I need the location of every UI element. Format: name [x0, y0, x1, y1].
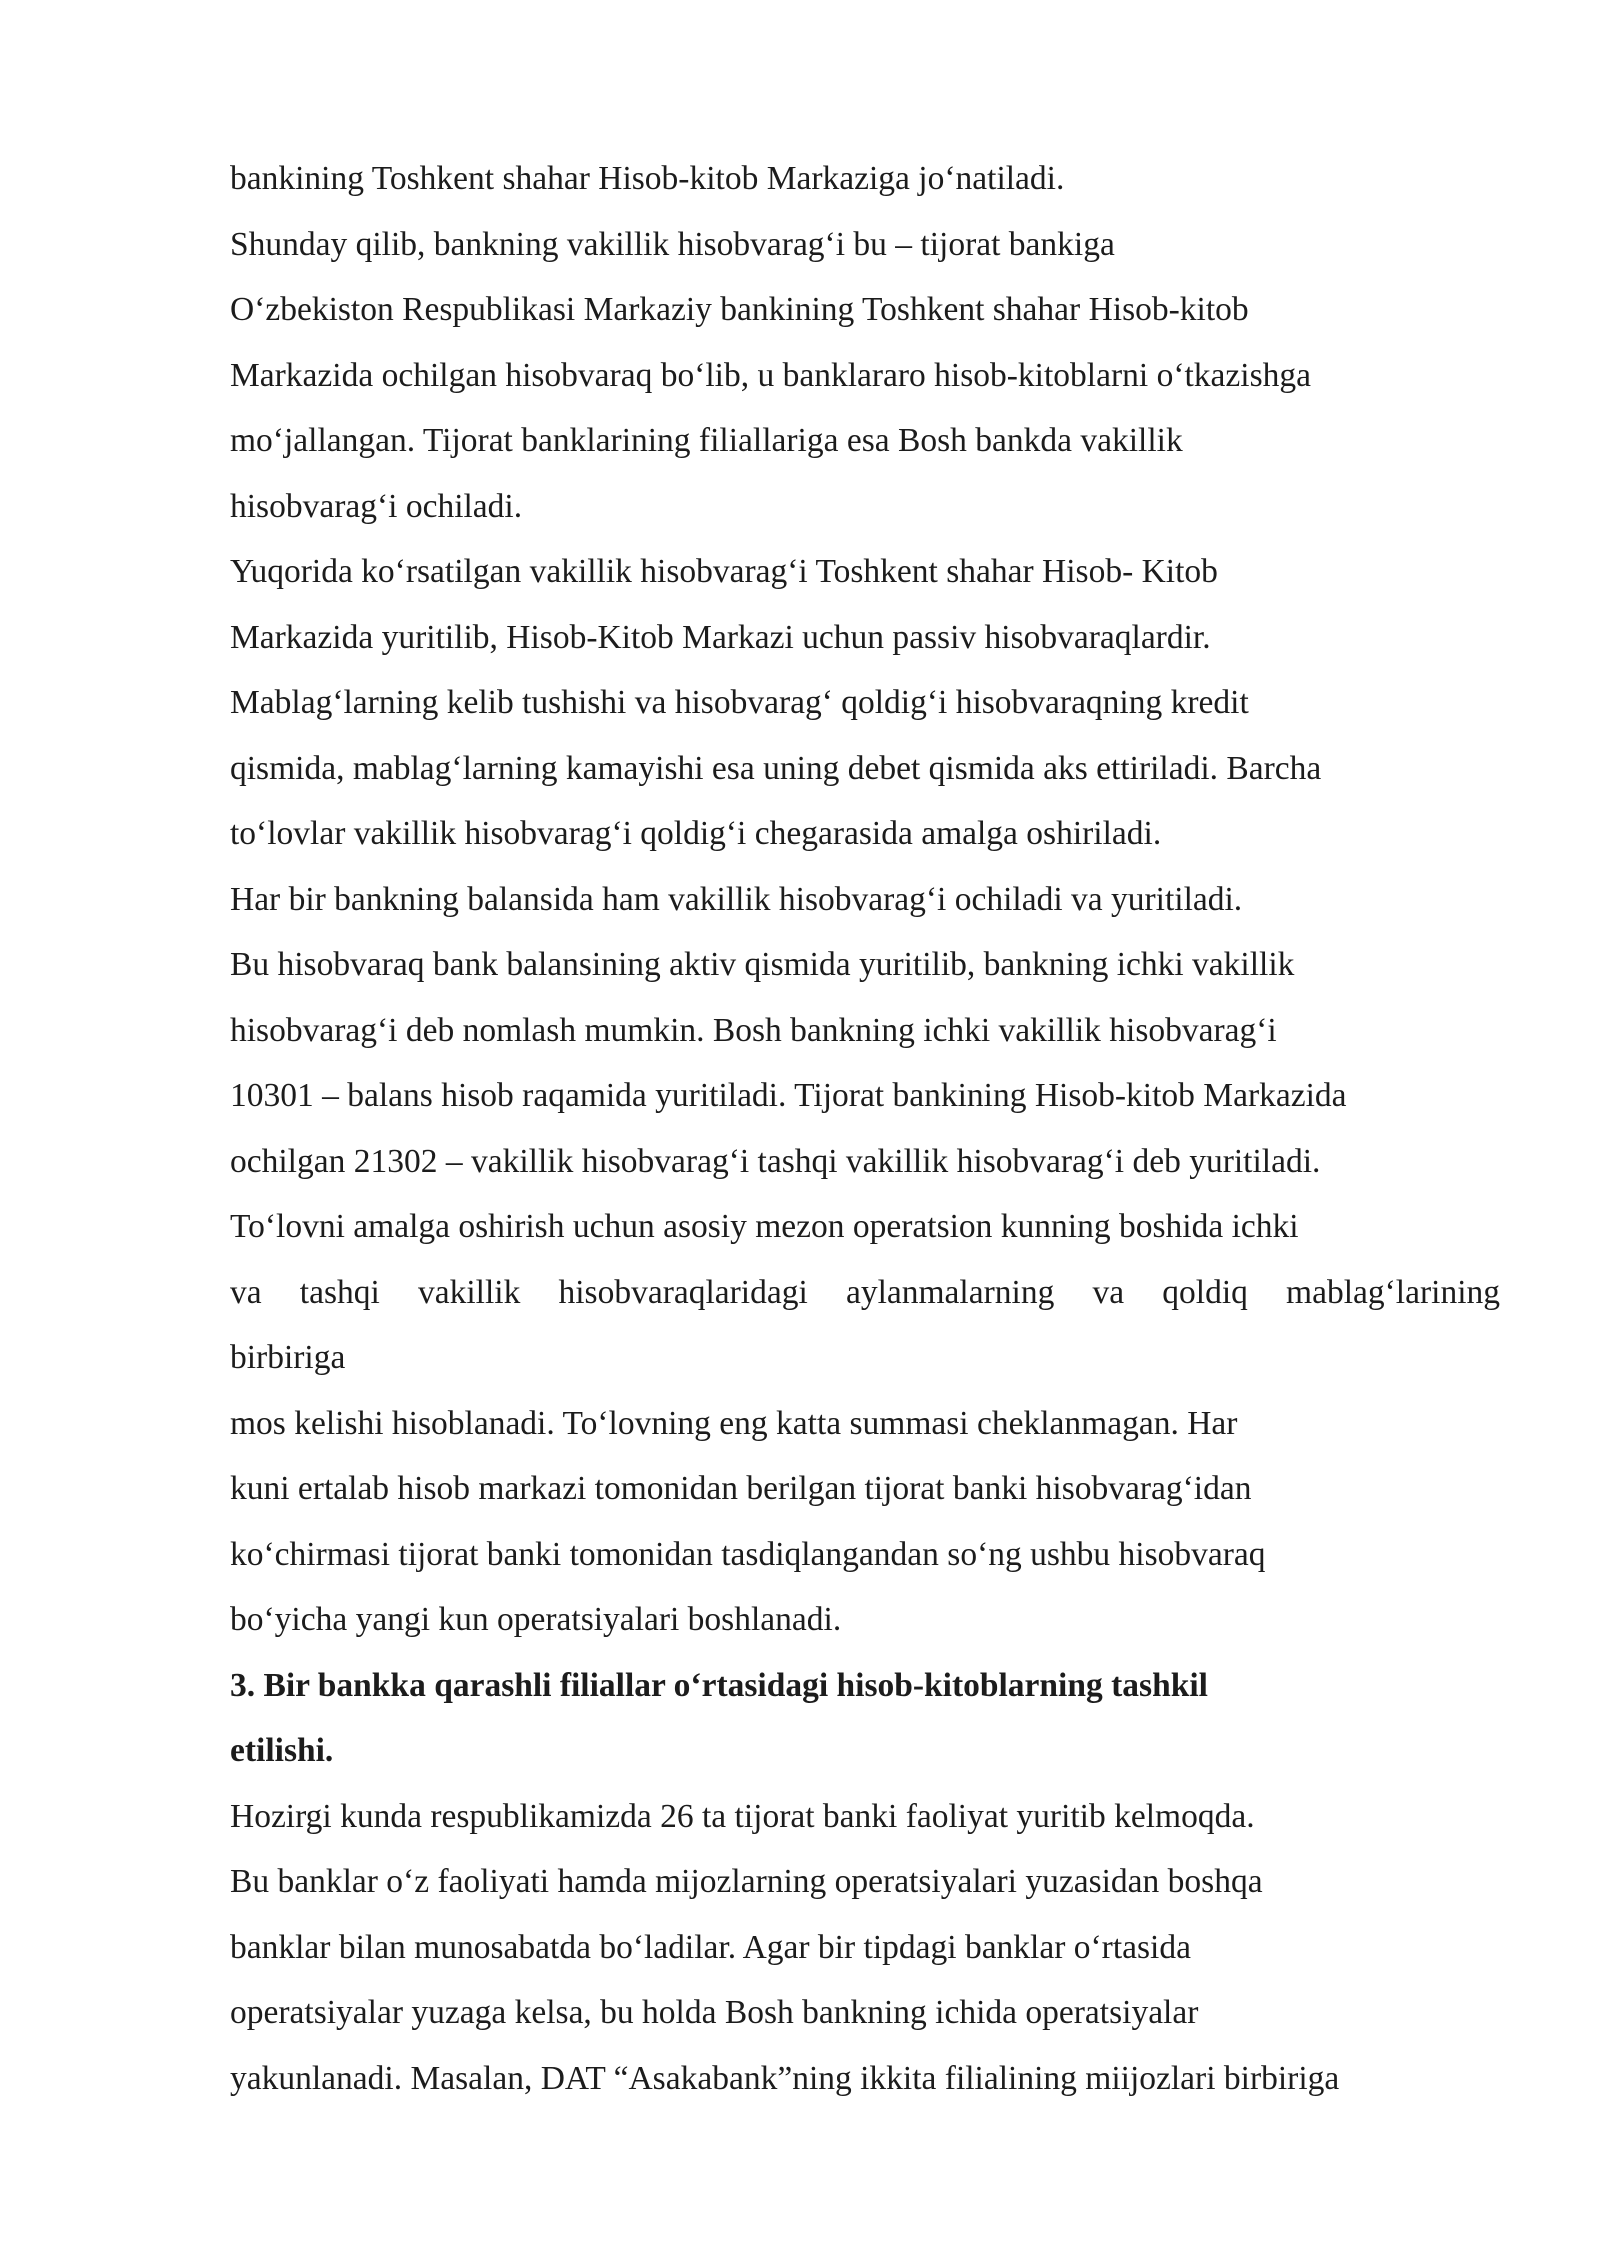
- section-heading: 3. Bir bankka qarashli filiallar o‘rtasidagi hisob-kitoblarning tashkil: [230, 1666, 1208, 1704]
- text-line: banklar bilan munosabatda bo‘ladilar. Agar bir tipdagi banklar o‘rtasida: [230, 1928, 1191, 1966]
- text-line: yakunlanadi. Masalan, DAT “Asakabank”ning ikkita filialining miijozlari birbiriga: [230, 2059, 1340, 2097]
- text-line: to‘lovlar vakillik hisobvarag‘i qoldig‘i chegarasida amalga oshiriladi.: [230, 815, 1162, 852]
- text-line: Bu banklar o‘z faoliyati hamda mijozlarning operatsiyalari yuzasidan boshqa: [230, 1863, 1263, 1900]
- text-line: ochilgan 21302 – vakillik hisobvarag‘i tashqi vakillik hisobvarag‘i deb yuritiladi.: [230, 1142, 1321, 1180]
- text-line: mo‘jallangan. Tijorat banklarining filiallariga esa Bosh bankda vakillik: [230, 422, 1183, 459]
- text-line: mos kelishi hisoblanadi. To‘lovning eng katta summasi cheklanmagan. Har: [230, 1404, 1238, 1442]
- text-line: To‘lovni amalga oshirish uchun asosiy mezon operatsion kunning boshida ichki: [230, 1208, 1299, 1245]
- text-line: operatsiyalar yuzaga kelsa, bu holda Bosh bankning ichida operatsiyalar: [230, 1994, 1199, 2031]
- text-line: ko‘chirmasi tijorat banki tomonidan tasdiqlangandan so‘ng ushbu hisobvaraq: [230, 1535, 1266, 1573]
- text-line: Hozirgi kunda respublikamizda 26 ta tijorat banki faoliyat yuritib kelmoqda.: [230, 1797, 1255, 1835]
- text-line: 10301 – balans hisob raqamida yuritiladi. Tijorat bankining Hisob-kitob Markazida: [230, 1077, 1347, 1114]
- text-line: hisobvarag‘i deb nomlash mumkin. Bosh bankning ichki vakillik hisobvarag‘i: [230, 1011, 1277, 1049]
- text-line: hisobvarag‘i ochiladi.: [230, 487, 523, 525]
- text-line: Shunday qilib, bankning vakillik hisobvarag‘i bu – tijorat bankiga: [230, 225, 1115, 263]
- text-line: Markazida yuritilib, Hisob-Kitob Markazi uchun passiv hisobvaraqlardir.: [230, 618, 1211, 656]
- text-line-justified: va tashqi vakillik hisobvaraqlaridagi aylanmalarning va qoldiq mablag‘larining: [230, 1273, 1500, 1311]
- text-line: qismida, mablag‘larning kamayishi esa uning debet qismida aks ettiriladi. Barcha: [230, 749, 1322, 787]
- text-line: kuni ertalab hisob markazi tomonidan berilgan tijorat banki hisobvarag‘idan: [230, 1470, 1252, 1507]
- text-line: Markazida ochilgan hisobvaraq bo‘lib, u banklararo hisob-kitoblarni o‘tkazishga: [230, 356, 1311, 394]
- section-heading-continued: etilishi.: [230, 1732, 334, 1769]
- text-line: bo‘yicha yangi kun operatsiyalari boshlanadi.: [230, 1601, 842, 1638]
- text-line: birbiriga: [230, 1339, 346, 1376]
- text-line: Har bir bankning balansida ham vakillik hisobvarag‘i ochiladi va yuritiladi.: [230, 880, 1243, 918]
- document-body: [230, 146, 1500, 2111]
- text-line: O‘zbekiston Respublikasi Markaziy bankining Toshkent shahar Hisob-kitob: [230, 291, 1249, 328]
- text-line: Bu hisobvaraq bank balansining aktiv qismida yuritilib, bankning ichki vakillik: [230, 946, 1295, 983]
- text-line: Mablag‘larning kelib tushishi va hisobvarag‘ qoldig‘i hisobvaraqning kredit: [230, 684, 1249, 721]
- text-line: bankining Toshkent shahar Hisob-kitob Markaziga jo‘natiladi.: [230, 160, 1065, 197]
- text-line: Yuqorida ko‘rsatilgan vakillik hisobvarag‘i Toshkent shahar Hisob- Kitob: [230, 553, 1218, 590]
